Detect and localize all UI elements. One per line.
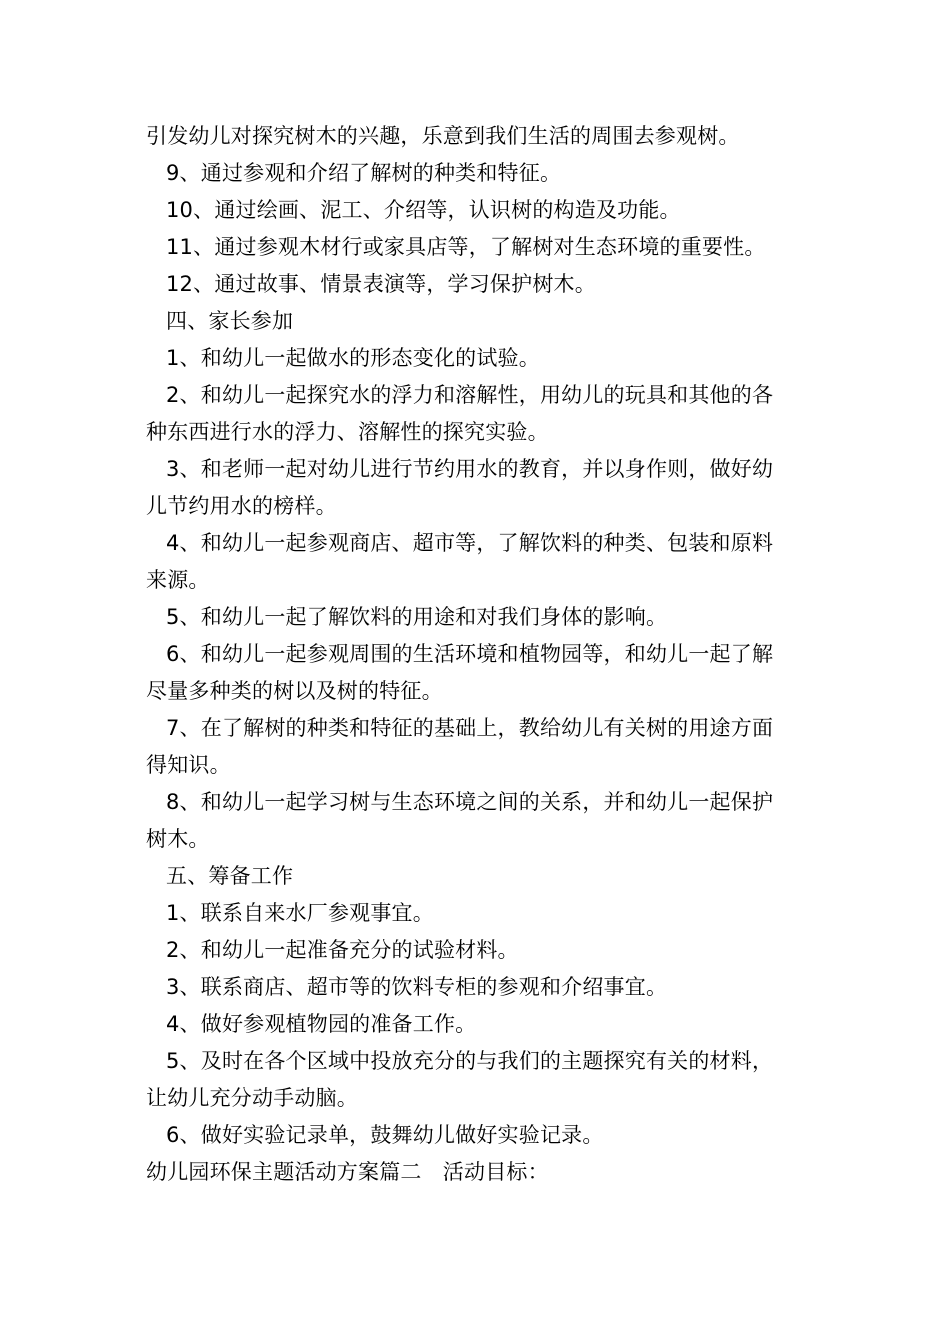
paragraph-line: 得知识。 (146, 753, 231, 777)
paragraph-line: 4、和幼儿一起参观商店、超市等，了解饮料的种类、包装和原料 (166, 531, 774, 555)
paragraph-line: 2、和幼儿一起探究水的浮力和溶解性，用幼儿的玩具和其他的各 (166, 383, 774, 407)
paragraph-line: 树木。 (146, 827, 210, 851)
paragraph-line: 1、和幼儿一起做水的形态变化的试验。 (166, 346, 540, 370)
paragraph-line: 6、和幼儿一起参观周围的生活环境和植物园等，和幼儿一起了解 (166, 642, 774, 666)
paragraph-line: 让幼儿充分动手动脑。 (146, 1086, 358, 1110)
paragraph-line: 3、联系商店、超市等的饮料专柜的参观和介绍事宜。 (166, 975, 668, 999)
paragraph-line: 种东西进行水的浮力、溶解性的探究实验。 (146, 420, 549, 444)
paragraph-line: 1、联系自来水厂参观事宜。 (166, 901, 434, 925)
paragraph-line: 幼儿园环保主题活动方案篇二 活动目标： (146, 1160, 549, 1184)
paragraph-line: 5、及时在各个区域中投放充分的与我们的主题探究有关的材料， (166, 1049, 774, 1073)
paragraph-line: 4、做好参观植物园的准备工作。 (166, 1012, 477, 1036)
paragraph-line: 2、和幼儿一起准备充分的试验材料。 (166, 938, 519, 962)
paragraph-line: 来源。 (146, 568, 210, 592)
paragraph-line: 尽量多种类的树以及树的特征。 (146, 679, 443, 703)
paragraph-line: 引发幼儿对探究树木的兴趣，乐意到我们生活的周围去参观树。 (146, 124, 740, 148)
paragraph-line: 3、和老师一起对幼儿进行节约用水的教育，并以身作则，做好幼 (166, 457, 774, 481)
paragraph-line: 8、和幼儿一起学习树与生态环境之间的关系，并和幼儿一起保护 (166, 790, 774, 814)
paragraph-line: 10、通过绘画、泥工、介绍等，认识树的构造及功能。 (166, 198, 681, 222)
paragraph-line: 5、和幼儿一起了解饮料的用途和对我们身体的影响。 (166, 605, 668, 629)
paragraph-line: 11、通过参观木材行或家具店等，了解树对生态环境的重要性。 (166, 235, 766, 259)
document-body (146, 118, 812, 1191)
paragraph-line: 五、筹备工作 (166, 864, 294, 888)
paragraph-line: 7、在了解树的种类和特征的基础上，教给幼儿有关树的用途方面 (166, 716, 774, 740)
paragraph-line: 6、做好实验记录单，鼓舞幼儿做好实验记录。 (166, 1123, 604, 1147)
paragraph-line: 儿节约用水的榜样。 (146, 494, 337, 518)
paragraph-line: 9、通过参观和介绍了解树的种类和特征。 (166, 161, 562, 185)
paragraph-line: 12、通过故事、情景表演等，学习保护树木。 (166, 272, 596, 296)
paragraph-line: 四、家长参加 (166, 309, 294, 333)
